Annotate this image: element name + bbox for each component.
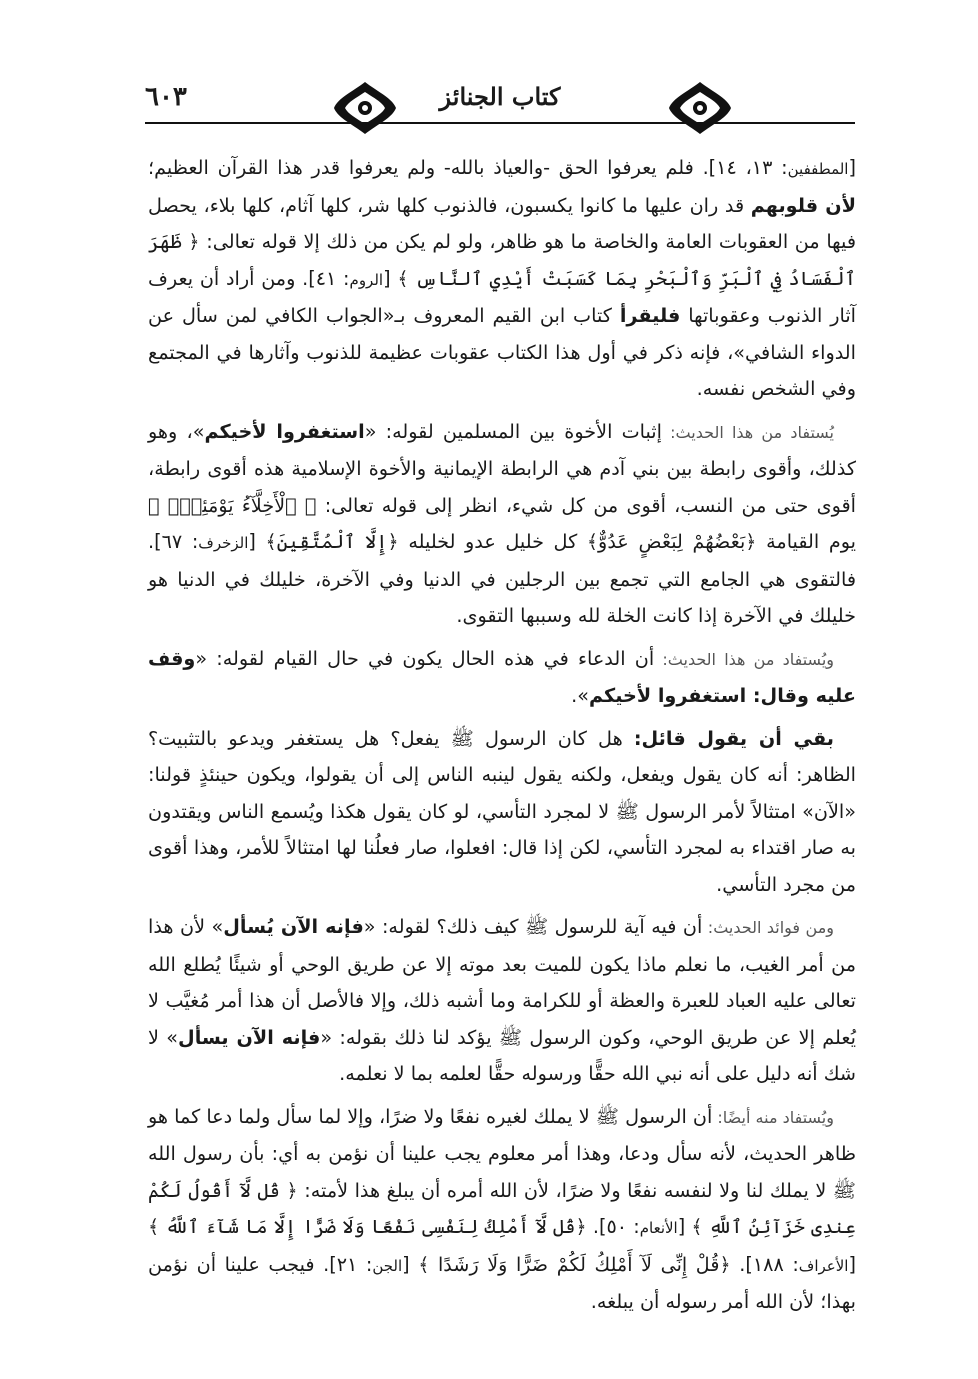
paragraph-text: كتاب ابن القيم المعروف بـ«الجواب الكافي لمن سأل عن الدواء الشافي»، فإنه ذكر في أول هذا الكتاب عقوبات عظيمة للذنوب وآثارها في المجتمع وفي الشخص نفسه. — [148, 304, 856, 400]
paragraph-text: [ — [383, 266, 398, 290]
paragraph-text: قد ران عليها ما كانوا يكسبون، فالذنوب كلها شر، كلها آثام، كلها بلاء، يحصل فيها من العقوبات العامة والخاصة ما هو ظاهر، ولو لم يكن من ذلك إلا قوله تعالى: — [148, 193, 856, 253]
paragraph-text: : ٥٠]. — [586, 1215, 640, 1238]
bold-phrase: فليقرأ — [619, 304, 681, 327]
quran-verse: ﴿قُلْ إِنِّى لَآ أَمْلِكُ لَكُمْ ضَرًّا وَلَا رَشَدًا ﴾ — [418, 1252, 731, 1276]
surah-reference: الأعراف — [798, 1256, 849, 1275]
paragraph-text: [ — [402, 1252, 419, 1276]
paragraph-text: [ — [848, 156, 856, 179]
paragraph-text: إثبات الأخوة بين المسلمين لقوله: « — [364, 419, 662, 443]
surah-reference: الزخرف — [198, 534, 249, 552]
paragraph-text: يوم القيامة — [756, 530, 856, 553]
paragraph-text: أن الدعاء في هذه الحال يكون في حال القيام لقوله: « — [195, 646, 655, 670]
paragraph-3 — [148, 641, 856, 715]
paragraph-text: أن الرسول ﷺ لا يملك لغيره نفعًا ولا ضرًا، وإلا لما سأل ولما دعا كما هو ظاهر الحديث، لأنه سأل ودعا، وهذا أمر معلوم يجب علينا أن نؤمن به أي: بأن رسول الله ﷺ لا يملك لنا ولا لنفسه نفعًا ولا ضرًا، لأن الله أمره أن يبلغ هذا لأمته: — [148, 1104, 856, 1202]
lead-phrase: ويُستفاد من هذا الحديث: — [654, 649, 834, 669]
quran-verse: ﴿إِلَّا ٱلْمُتَّقِينَ﴾ — [265, 530, 399, 553]
paragraph-text: : ١٨٨]. — [730, 1252, 799, 1276]
paragraph-text: » لأن هذا من أمر الغيب، ما نعلم ماذا يكون للميت بعد موته إلا عن طريق الوحي أو شيئًا يُطلع الله تعالى عليه العباد للعبرة والعظة أو للكرامة وما أشبه ذلك، وإلا فالأصل أن هذا أمر مُغيَّب لا يُعلم إلا عن طريق الوحي، وكون الرسول ﷺ يؤكد لنا ذلك بقوله: « — [148, 915, 857, 1049]
paragraph-1 — [148, 150, 856, 408]
bold-phrase: لأن قلوبهم — [750, 193, 856, 217]
bold-phrase: بقي أن يقول قائل: — [633, 726, 834, 750]
paragraph-2 — [148, 414, 856, 635]
surah-reference: المطففين — [787, 160, 849, 178]
bold-phrase: فإنه الآن يُسأل — [223, 915, 364, 938]
paragraph-6 — [148, 1099, 856, 1321]
ornament-right-icon — [665, 78, 735, 138]
paragraph-text: »، وهو كذلك، وأقوى رابطة بين بني آدم هي الرابطة الإيمانية والأخوة الإسلامية هذه أقوى رابطة، أقوى حتى من النسب، أقوى من كل شيء، انظر إلى قوله تعالى: — [148, 419, 856, 517]
quran-verse: ﴿ ٱلْأَخِلَّآءُ يَوْمَئِذٍۭ ﴾ — [148, 493, 317, 517]
ornament-left-icon — [330, 78, 400, 138]
paragraph-text: : ٢١]. فيجب علينا أن نؤمن بهذا؛ لأن الله أمر رسوله أن يبلغه. — [148, 1252, 856, 1313]
paragraph-text: كل خليل عدو لخليله — [398, 530, 587, 553]
surah-reference: الروم — [349, 270, 384, 289]
quran-verse: ﴿ قُل لَّآ أَقُولُ لَكُمْ عِندِى خَزَآئِنُ ٱللَّهِ ﴾ — [148, 1178, 856, 1238]
paragraph-text: هل كان الرسول ﷺ يفعل؟ هل يستغفر ويدعو بالتثبيت؟ الظاهر: أنه كان يقول ويفعل، ولكنه يقول لينبه الناس إلى أن يقولوا، ويكون حينئذٍ قولنا: «الآن» امتثالاً لأمر الرسول ﷺ لا لمجرد التأسي، لو كان يقول هكذا ويُسمع الناس ويقتدون به صار اقتداء به لمجرد التأسي، لكن إذا قال: افعلوا، صار فعلُنا لها امتثالاً للأمر، وهذا أقوى من مجرد التأسي. — [148, 726, 856, 896]
body-text — [148, 150, 856, 1327]
running-title: كتاب الجنائز — [439, 82, 561, 111]
quran-verse: ﴿ ظَهَرَ ٱلْفَسَادُ فِي ٱلْبَرِّ وَٱلْبَحْرِ بِمَا كَسَبَتْ أَيْدِي ٱلنَّاسِ ﴾ — [148, 230, 856, 290]
quran-verse: ﴿بَعْضُهُمْ لِبَعْضٍ عَدُوٌّ﴾ — [586, 530, 757, 553]
page-header — [145, 78, 855, 140]
paragraph-text: [ — [677, 1215, 692, 1238]
paragraph-text: : ٤١]. ومن أراد أن يعرف آثار الذنوب وعقوباتها — [148, 266, 856, 327]
lead-phrase: يُستفاد من هذا الحديث: — [661, 422, 835, 442]
surah-reference: الأنعام — [639, 1219, 678, 1237]
page-number: ٦٠٣ — [145, 82, 187, 112]
header-rule — [145, 122, 855, 124]
lead-phrase: ومن فوائد الحديث: — [702, 918, 835, 937]
paragraph-text: أن فيه آية للرسول ﷺ كيف ذلك؟ لقوله: « — [363, 915, 703, 938]
quran-verse: ﴿قُل لَّآ أَمْلِكُ لِنَفْسِى نَفْعًا وَلَا ضَرًّا إِلَّا مَا شَآءَ ٱللَّهُ ﴾ — [148, 1215, 587, 1238]
paragraph-4 — [148, 721, 856, 904]
bold-phrase: استغفروا لأخيكم — [204, 419, 365, 443]
surah-reference: الجن — [372, 1256, 403, 1275]
bold-phrase: فإنه الآن يسأل — [178, 1025, 321, 1049]
paragraph-text: [ — [848, 1252, 856, 1276]
paragraph-text: ». — [571, 684, 590, 707]
paragraph-text: : ٦٧]. فالتقوى هي الجامع التي تجمع بين الرجلين في الدنيا وفي الآخرة، خليلك في الدنيا هو خليلك في الآخرة إذا كانت الخلة لله وسببها التقوى. — [148, 530, 856, 627]
bold-phrase: وقف عليه وقال: استغفروا لأخيكم — [148, 646, 856, 707]
paragraph-5 — [148, 909, 856, 1093]
lead-phrase: ويُستفاد منه أيضًا: — [712, 1107, 834, 1127]
paragraph-text: [ — [248, 530, 266, 553]
paragraph-text: » لا شك أنه دليل على أنه نبي الله حقًّا ورسوله حقًّا لعلمه بما لا نعلمه. — [148, 1025, 856, 1085]
paragraph-text: : ١٣، ١٤]. فلم يعرفوا الحق -والعياذ بالله- ولم يعرفوا قدر هذا القرآن العظيم؛ — [148, 156, 788, 179]
